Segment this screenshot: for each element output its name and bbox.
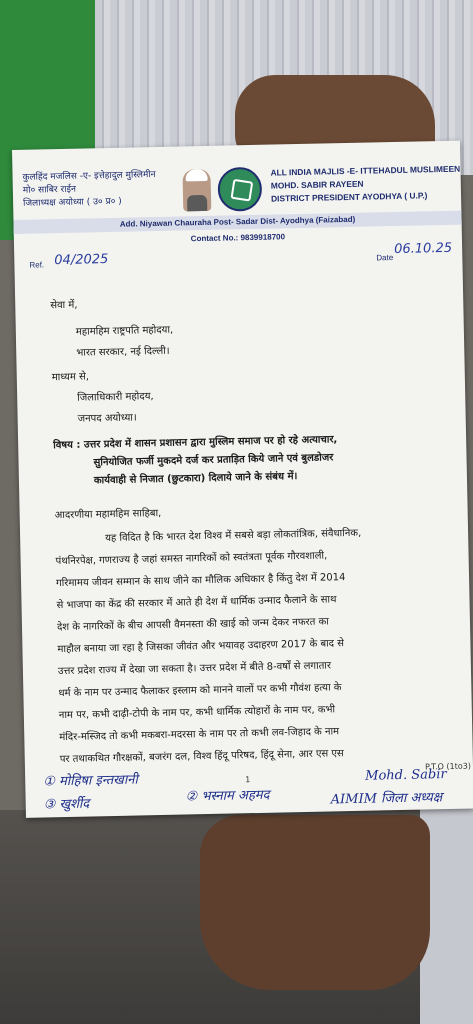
ref-number: 04/2025: [54, 252, 109, 269]
via-heading: माध्यम से,: [51, 371, 90, 384]
hand-bottom: [200, 815, 430, 990]
letterhead-hindi: [22, 168, 188, 210]
signature: AIMIM जिला अध्यक्ष: [330, 790, 443, 808]
paragraph-line: माहौल बनाया जा रहा है जिसका जीवंत और भयावह उदाहरण 2017 के बाद से: [57, 638, 345, 656]
ref-label: Ref.: [29, 260, 45, 270]
paragraph-line: पंथनिरपेक्ष, गणराज्य है जहां समस्त नागरिकों को स्वतंत्रता पूर्वक गौरवशाली,: [55, 550, 328, 568]
signature: ① मोहिषा इन्तखानी: [43, 772, 138, 790]
paragraph-line: धर्म के नाम पर उन्माद फैलाकर इस्लाम को मानने वालों पर कभी गौवंश हत्या के: [58, 682, 342, 700]
signature: ③ खुर्शीद: [43, 796, 90, 813]
letter-page: [12, 141, 473, 818]
signature: Mohd. Sabir: [365, 767, 447, 784]
designation-english: DISTRICT PRESIDENT AYODHYA ( U.P.): [270, 190, 428, 204]
recipient-line: जनपद अयोध्या।: [77, 412, 137, 425]
paragraph-line: पर तथाकथित गौरक्षकों, बजरंग दल, विश्व हिंदू परिषद, हिंदू सेना, आर एस एस: [59, 748, 344, 766]
paragraph-line: से भाजपा का केंद्र की सरकार में आते ही देश में धार्मिक उन्माद फैलाने के साथ: [56, 594, 337, 612]
org-name-hindi: कुलहिंद मजलिस -ए- इत्तेहादुल मुस्लिमीन: [22, 169, 156, 183]
paragraph-line: यह विदित है कि भारत देश विश्व में सबसे बड़ा लोकतांत्रिक, संवैधानिक,: [105, 527, 362, 545]
president-name-hindi: मो० साबिर राईन: [22, 184, 77, 196]
subject-line: विषय : उत्तर प्रदेश में शासन प्रशासन द्वारा मुस्लिम समाज पर हो रहे अत्याचार,: [53, 434, 338, 452]
designation-hindi: जिलाध्यक्ष अयोध्या ( उ० प्र० ): [23, 196, 122, 209]
party-logo-icon: [217, 167, 262, 212]
recipient-heading: सेवा में,: [50, 299, 78, 312]
paragraph-line: गरिमामय जीवन सम्मान के साथ जीने का मौलिक अधिकार है किंतु देश में 2014: [55, 572, 346, 590]
paragraph-line: नाम पर, कभी दाढ़ी-टोपी के नाम पर, कभी धार्मिक त्योहारों के नाम पर, कभी: [58, 704, 336, 722]
pto-note: P.T.O (1to3): [424, 761, 472, 772]
paragraph-line: मंदिर-मस्जिद तो कभी मकबरा-मदरसा के नाम पर तो कभी लव-जिहाद के नाम: [59, 726, 340, 744]
salutation: आदरणीया महामहिम साहिबा,: [54, 507, 162, 522]
page-number: 1: [245, 775, 251, 785]
recipient-line: भारत सरकार, नई दिल्ली।: [76, 345, 170, 359]
contact-number: Contact No.: 9839918700: [190, 232, 286, 244]
letterhead-english: [270, 163, 461, 206]
president-name-english: MOHD. SABIR RAYEEN: [270, 178, 364, 191]
paragraph-line: देश के नागरिकों के बीच आपसी वैमनस्ता की खाई को जन्म देकर नफरत का: [56, 616, 329, 634]
portrait-photo: [182, 169, 211, 212]
date-value: 06.10.25: [394, 240, 453, 258]
subject-line: सुनियोजित फर्जी मुकदमे दर्ज कर प्रताड़ित किये जाने एवं बुलडोजर: [93, 452, 334, 469]
address-bar: Add. Niyawan Chauraha Post- Sadar Dist- Ayodhya (Faizabad): [13, 211, 461, 234]
subject-line: कार्यवाही से निजात (छुटकारा) दिलाये जाने के संबंध में।: [93, 471, 298, 487]
org-name-english: ALL INDIA MAJLIS -E- ITTEHADUL MUSLIMEEN: [270, 163, 461, 178]
recipient-line: जिलाधिकारी महोदय,: [77, 391, 154, 404]
recipient-line: महामहिम राष्ट्रपति महोदया,: [75, 324, 174, 338]
paragraph-line: उत्तर प्रदेश राज्य में देखा जा सकता है। उत्तर प्रदेश में बीते 8-वर्षों से लगातार: [57, 660, 332, 678]
date-label: Date: [376, 253, 394, 263]
signature: ② भस्नाम अहमद: [185, 787, 270, 805]
